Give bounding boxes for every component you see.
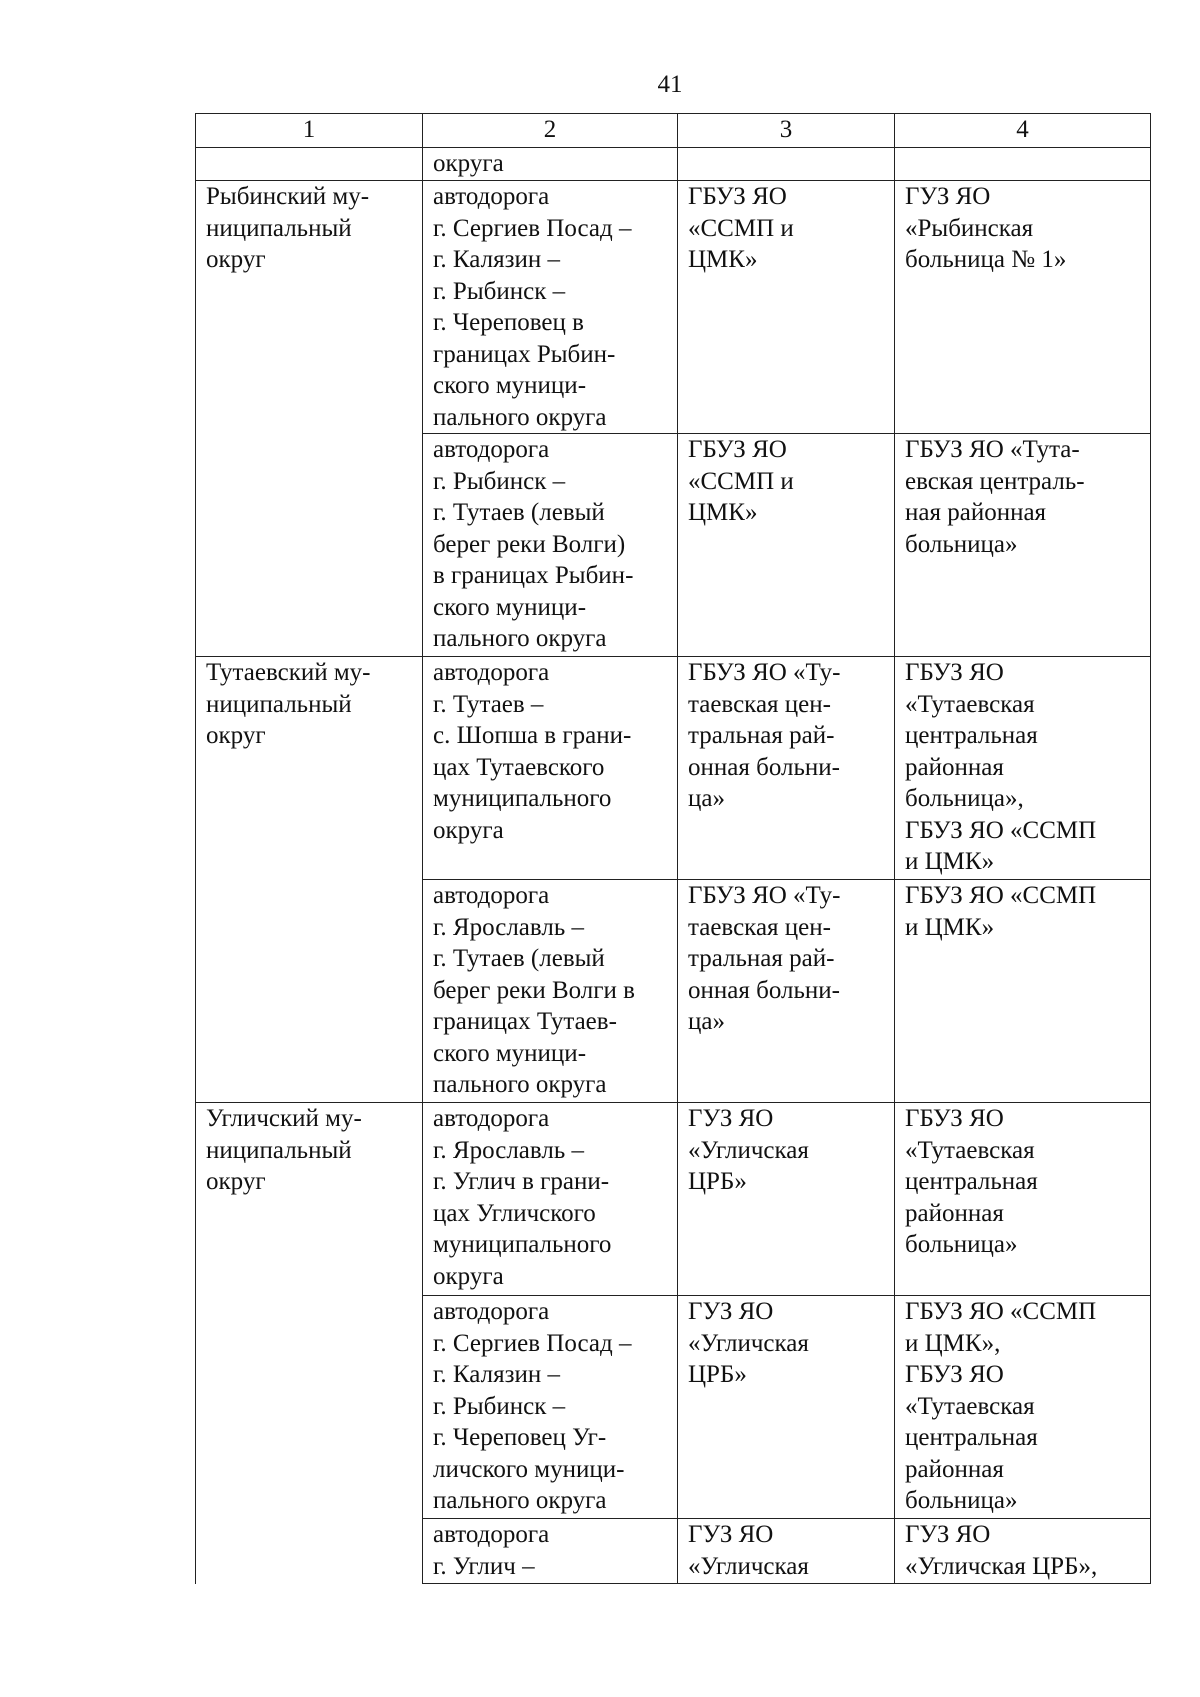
road-cell: автодорога г. Ярославль – г. Тутаев (левый берег реки Волги в границах Тутаев- ского муници- пального округа — [423, 880, 678, 1103]
secondary-facility-cell: ГУЗ ЯО «Рыбинская больница № 1» — [895, 181, 1151, 434]
road-cell: автодорога г. Сергиев Посад – г. Калязин – г. Рыбинск – г. Череповец Уг- личского муници- пального округа — [423, 1296, 678, 1519]
road-cell: автодорога г. Ярославль – г. Углич в грани- цах Угличского муниципального округа — [423, 1103, 678, 1296]
secondary-facility-cell: ГБУЗ ЯО «Тутаевская центральная районная больница» — [895, 1103, 1151, 1296]
secondary-facility-cell: ГБУЗ ЯО «ССМП и ЦМК», ГБУЗ ЯО «Тутаевская центральная районная больница» — [895, 1296, 1151, 1519]
continuation-cell-4 — [895, 148, 1151, 181]
primary-facility-cell: ГБУЗ ЯО «Ту- таевская цен- тральная рай- онная больни- ца» — [678, 657, 895, 880]
primary-facility-cell: ГУЗ ЯО «Угличская ЦРБ» — [678, 1296, 895, 1519]
district-cell: Рыбинский му- ниципальный округ — [196, 181, 423, 657]
road-cell: автодорога г. Рыбинск – г. Тутаев (левый берег реки Волги) в границах Рыбин- ского муници- пального округа — [423, 434, 678, 657]
continuation-cell-3 — [678, 148, 895, 181]
table-row — [196, 181, 1151, 434]
header-cell-1: 1 — [196, 114, 423, 148]
road-cell: автодорога г. Сергиев Посад – г. Калязин – г. Рыбинск – г. Череповец в границах Рыбин- ского муници- пального округа — [423, 181, 678, 434]
district-cell: Угличский му- ниципальный округ — [196, 1103, 423, 1584]
primary-facility-cell: ГБУЗ ЯО «Ту- таевская цен- тральная рай- онная больни- ца» — [678, 880, 895, 1103]
secondary-facility-cell: ГБУЗ ЯО «Тута- евская централь- ная районная больница» — [895, 434, 1151, 657]
primary-facility-cell: ГБУЗ ЯО «ССМП и ЦМК» — [678, 181, 895, 434]
primary-facility-cell: ГБУЗ ЯО «ССМП и ЦМК» — [678, 434, 895, 657]
secondary-facility-cell: ГБУЗ ЯО «ССМП и ЦМК» — [895, 880, 1151, 1103]
continuation-cell-1 — [196, 148, 423, 181]
header-cell-2: 2 — [423, 114, 678, 148]
table-row — [196, 1103, 1151, 1296]
header-cell-4: 4 — [895, 114, 1151, 148]
district-cell: Тутаевский му- ниципальный округ — [196, 657, 423, 1103]
page-number: 41 — [657, 71, 683, 98]
table-row — [196, 657, 1151, 880]
secondary-facility-cell: ГБУЗ ЯО «Тутаевская центральная районная больница», ГБУЗ ЯО «ССМП и ЦМК» — [895, 657, 1151, 880]
header-cell-3: 3 — [678, 114, 895, 148]
table-header-row — [196, 114, 1151, 148]
continuation-cell-2: округа — [423, 148, 678, 181]
continuation-row — [196, 148, 1151, 181]
road-cell: автодорога г. Тутаев – с. Шопша в грани- цах Тутаевского муниципального округа — [423, 657, 678, 880]
secondary-facility-cell: ГУЗ ЯО «Угличская ЦРБ», — [895, 1519, 1151, 1584]
routes-table — [195, 113, 1151, 1584]
primary-facility-cell: ГУЗ ЯО «Угличская ЦРБ» — [678, 1103, 895, 1296]
primary-facility-cell: ГУЗ ЯО «Угличская — [678, 1519, 895, 1584]
road-cell: автодорога г. Углич – — [423, 1519, 678, 1584]
